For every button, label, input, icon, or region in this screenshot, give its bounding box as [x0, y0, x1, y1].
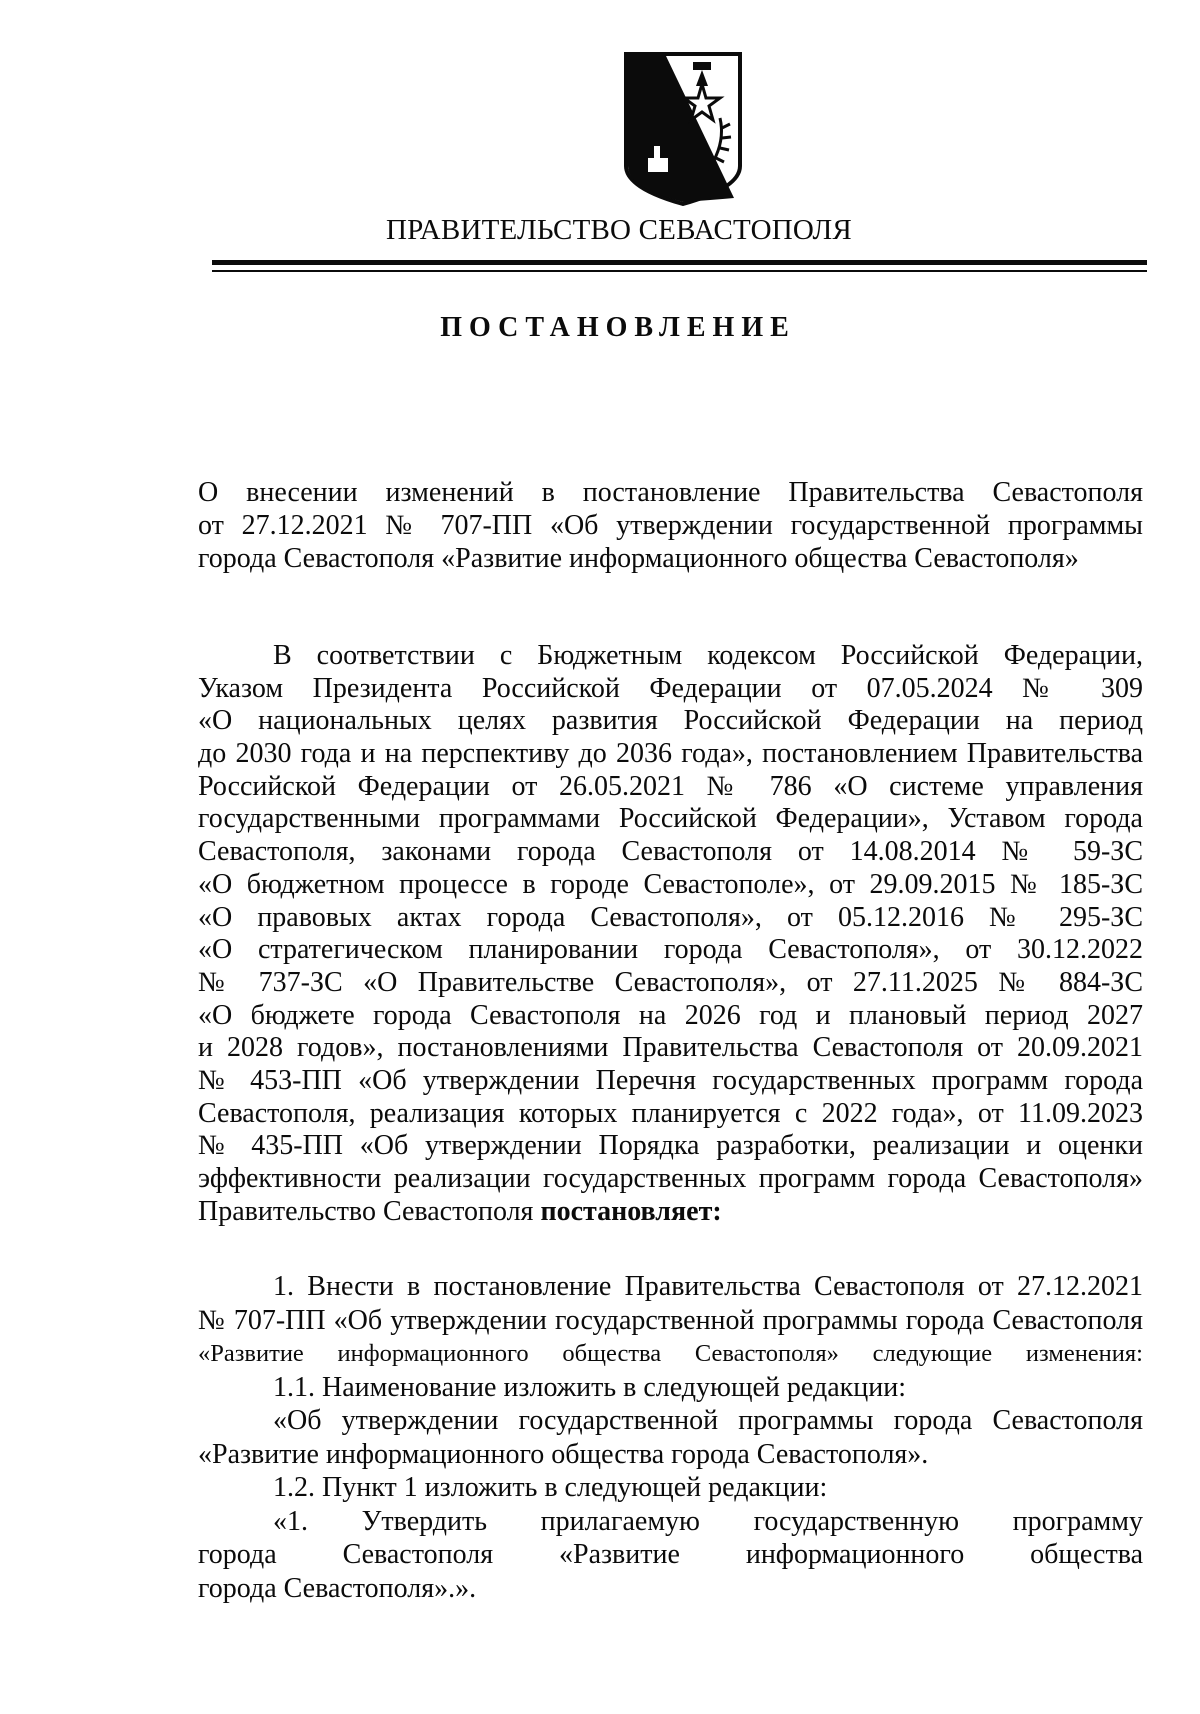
subject-line: О внесении изменений в постановление Правительства Севастополя	[198, 477, 1143, 508]
preamble-line: «О бюджете города Севастополя на 2026 год и плановый период 2027	[198, 999, 1143, 1031]
preamble-line: до 2030 года и на перспективу до 2036 года», постановлением Правительства	[198, 738, 1143, 770]
coat-of-arms-icon	[622, 48, 744, 206]
preamble-line: эффективности реализации государственных программ города Севастополя»	[198, 1163, 1143, 1194]
preamble-line: В соответствии с Бюджетным кодексом Российской Федерации,	[273, 640, 1143, 671]
header-divider-thick	[212, 260, 1147, 265]
closing-text: Правительство Севастополя	[198, 1195, 541, 1227]
preamble-line: Севастополя, реализация которых планируется с 2022 года», от 11.09.2023	[198, 1097, 1143, 1129]
document-type-title: ПОСТАНОВЛЕНИЕ	[440, 312, 796, 343]
clause-line: «Об утверждении государственной программы города Севастополя	[273, 1405, 1143, 1436]
subject-line: города Севастополя «Развитие информационного общества Севастополя»	[198, 543, 1079, 574]
clause-line: 1.1. Наименование изложить в следующей редакции:	[273, 1371, 906, 1403]
clause-line: 1.2. Пункт 1 изложить в следующей редакции:	[273, 1472, 828, 1503]
preamble-line: Указом Президента Российской Федерации от 07.05.2024 № 309	[198, 672, 1143, 704]
organization-name: ПРАВИТЕЛЬСТВО СЕВАСТОПОЛЯ	[386, 214, 852, 246]
preamble-line: «О стратегическом планировании города Севастополя», от 30.12.2022	[198, 934, 1143, 966]
decree-clauses	[198, 1270, 1143, 1605]
preamble-line: № 435-ПП «Об утверждении Порядка разработки, реализации и оценки	[198, 1130, 1143, 1162]
subject-line: от 27.12.2021 № 707-ПП «Об утверждении государственной программы	[198, 510, 1143, 541]
preamble-line: Российской Федерации от 26.05.2021 № 786 «О системе управления	[198, 770, 1143, 802]
resolves-keyword: постановляет:	[540, 1195, 722, 1227]
preamble-closing	[198, 1196, 1143, 1229]
clause-line: «1. Утвердить прилагаемую государственную программу	[273, 1505, 1143, 1537]
document-subject	[198, 476, 1143, 575]
header-divider-thin	[212, 270, 1147, 272]
preamble-line: «О правовых актах города Севастополя», от 05.12.2016 № 295-ЗС	[198, 901, 1143, 933]
clause-line: «Развитие информационного общества города Севастополя».	[198, 1438, 929, 1470]
preamble-line: «О бюджетном процессе в городе Севастополе», от 29.09.2015 № 185-ЗС	[198, 868, 1143, 900]
clause-line: 1. Внести в постановление Правительства Севастополя от 27.12.2021	[273, 1271, 1143, 1302]
clause-line: города Севастополя «Развитие информационного общества	[198, 1539, 1143, 1570]
clause-line: «Развитие информационного общества Севастополя» следующие изменения:	[198, 1340, 1143, 1367]
preamble	[198, 640, 1143, 1228]
preamble-line: Севастополя, законами города Севастополя от 14.08.2014 № 59-ЗС	[198, 836, 1143, 868]
preamble-line: «О национальных целях развития Российской Федерации на период	[198, 705, 1143, 737]
preamble-line: № 453-ПП «Об утверждении Перечня государственных программ города	[198, 1064, 1143, 1096]
preamble-line: государственными программами Российской Федерации», Уставом города	[198, 803, 1143, 835]
clause-line: № 707-ПП «Об утверждении государственной программы города Севастополя	[198, 1304, 1143, 1336]
clause-line: города Севастополя».».	[198, 1572, 477, 1604]
preamble-line: № 737-ЗС «О Правительстве Севастополя», от 27.11.2025 № 884-ЗС	[198, 966, 1143, 998]
preamble-line: и 2028 годов», постановлениями Правительства Севастополя от 20.09.2021	[198, 1032, 1143, 1064]
